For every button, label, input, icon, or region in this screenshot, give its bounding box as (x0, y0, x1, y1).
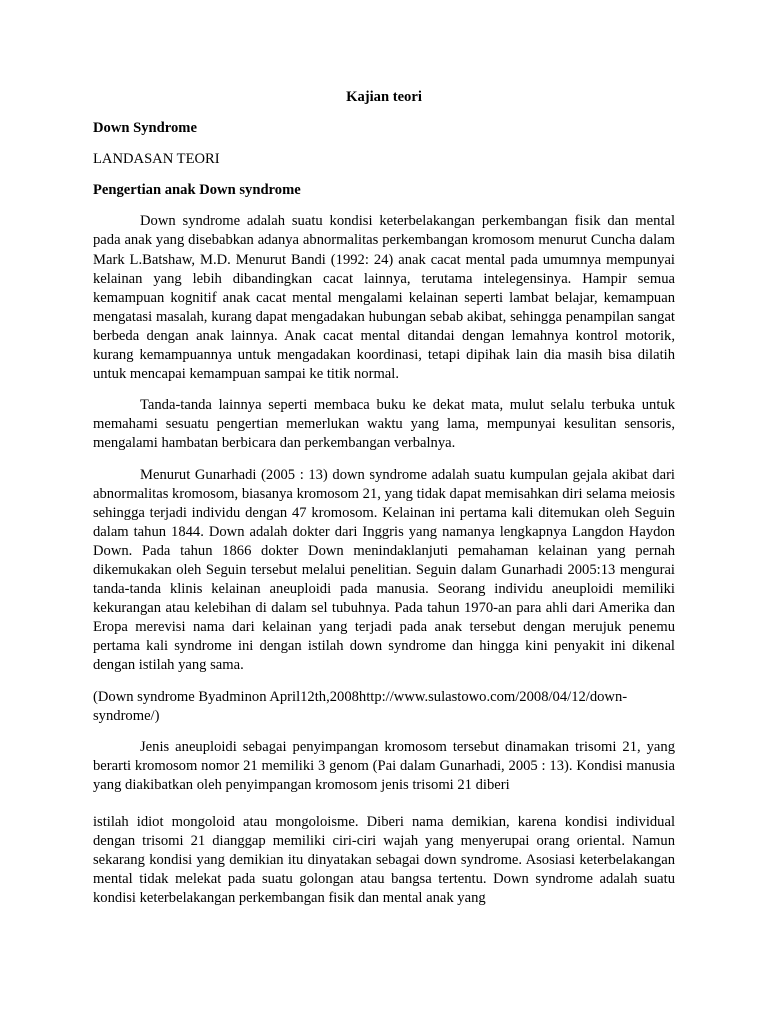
document-title: Kajian teori (346, 89, 422, 105)
paragraph-continued: istilah idiot mongoloid atau mongoloisme. Diberi nama demikian, karena kondisi individual dengan trisomi 21 dianggap memiliki ciri-ciri wajah yang menyerupai orang oriental. Namun sekarang kondisi yang demikian itu dinyatakan sebagai down syndrome. Asosiasi keterbelakangan mental tidak melekat pada suatu golongan atau bangsa tertentu. Down syndrome adalah suatu kondisi keterbelakangan perkembangan fisik dan mental anak yang (93, 814, 675, 907)
heading-pengertian: Pengertian anak Down syndrome (93, 182, 301, 199)
heading-landasan-teori: LANDASAN TEORI (93, 151, 220, 168)
paragraph-trisomi: Jenis aneuploidi sebagai penyimpangan kromosom tersebut dinamakan trisomi 21, yang berarti kromosom nomor 21 memiliki 3 genom (Pai dalam Gunarhadi, 2005 : 13). Kondisi manusia yang diakibatkan oleh penyimpangan kromosom jenis trisomi 21 diberi (93, 738, 675, 793)
heading-down-syndrome: Down Syndrome (93, 120, 197, 137)
document-page (93, 88, 675, 908)
reference-citation: (Down syndrome Byadminon April12th,2008http://www.sulastowo.com/2008/04/12/down-syndrome/) (93, 688, 628, 724)
paragraph-signs: Tanda-tanda lainnya seperti membaca buku ke dekat mata, mulut selalu terbuka untuk memahami sesuatu pengertian memerlukan waktu yang lama, mempunyai kesulitan sensoris, mengalami hambatan berbicara dan perkembangan verbalnya. (93, 397, 675, 452)
paragraph-definition: Down syndrome adalah suatu kondisi keterbelakangan perkembangan fisik dan mental pada anak yang disebabkan adanya abnormalitas perkembangan kromosom menurut Cuncha dalam Mark L.Batshaw, M.D. Menurut Bandi (1992: 24) anak cacat mental pada umumnya mempunyai kelainan yang lebih dibandingkan cacat lainnya, terutama intelegensinya. Hampir semua kemampuan kognitif anak cacat mental mengalami kelainan seperti lambat belajar, kemampuan mengatasi masalah, kurang dapat mengadakan hubungan sebab akibat, sehingga penampilan sangat berbeda dengan anak lainnya. Anak cacat mental ditandai dengan lemahnya kontrol motorik, kurang kemampuannya untuk mengadakan koordinasi, tetapi dipihak lain dia masih bisa dilatih untuk mencapai kemampuan sampai ke titik normal. (93, 213, 675, 383)
paragraph-gunarhadi: Menurut Gunarhadi (2005 : 13) down syndrome adalah suatu kumpulan gejala akibat dari abnormalitas kromosom, biasanya kromosom 21, yang tidak dapat memisahkan diri selama meiosis sehingga terjadi individu dengan 47 kromosom. Kelainan ini pertama kali ditemukan oleh Seguin dalam tahun 1844. Down adalah dokter dari Inggris yang namanya lengkapnya Langdon Haydon Down. Pada tahun 1866 dokter Down menindaklanjuti pemahaman kelainan yang pernah dikemukakan oleh Seguin tersebut melalui penelitian. Seguin dalam Gunarhadi 2005:13 mengurai tanda-tanda klinis kelainan aneuploidi pada manusia. Seorang individu aneuploidi memiliki kekurangan atau kelebihan di dalam sel tubuhnya. Pada tahun 1970-an para ahli dari Amerika dan Eropa merevisi nama dari kelainan yang terjadi pada anak tersebut dengan merujuk penemu pertama kali syndrome ini dengan istilah down syndrome dan hingga kini penyakit ini dikenal dengan istilah yang sama. (93, 466, 675, 674)
